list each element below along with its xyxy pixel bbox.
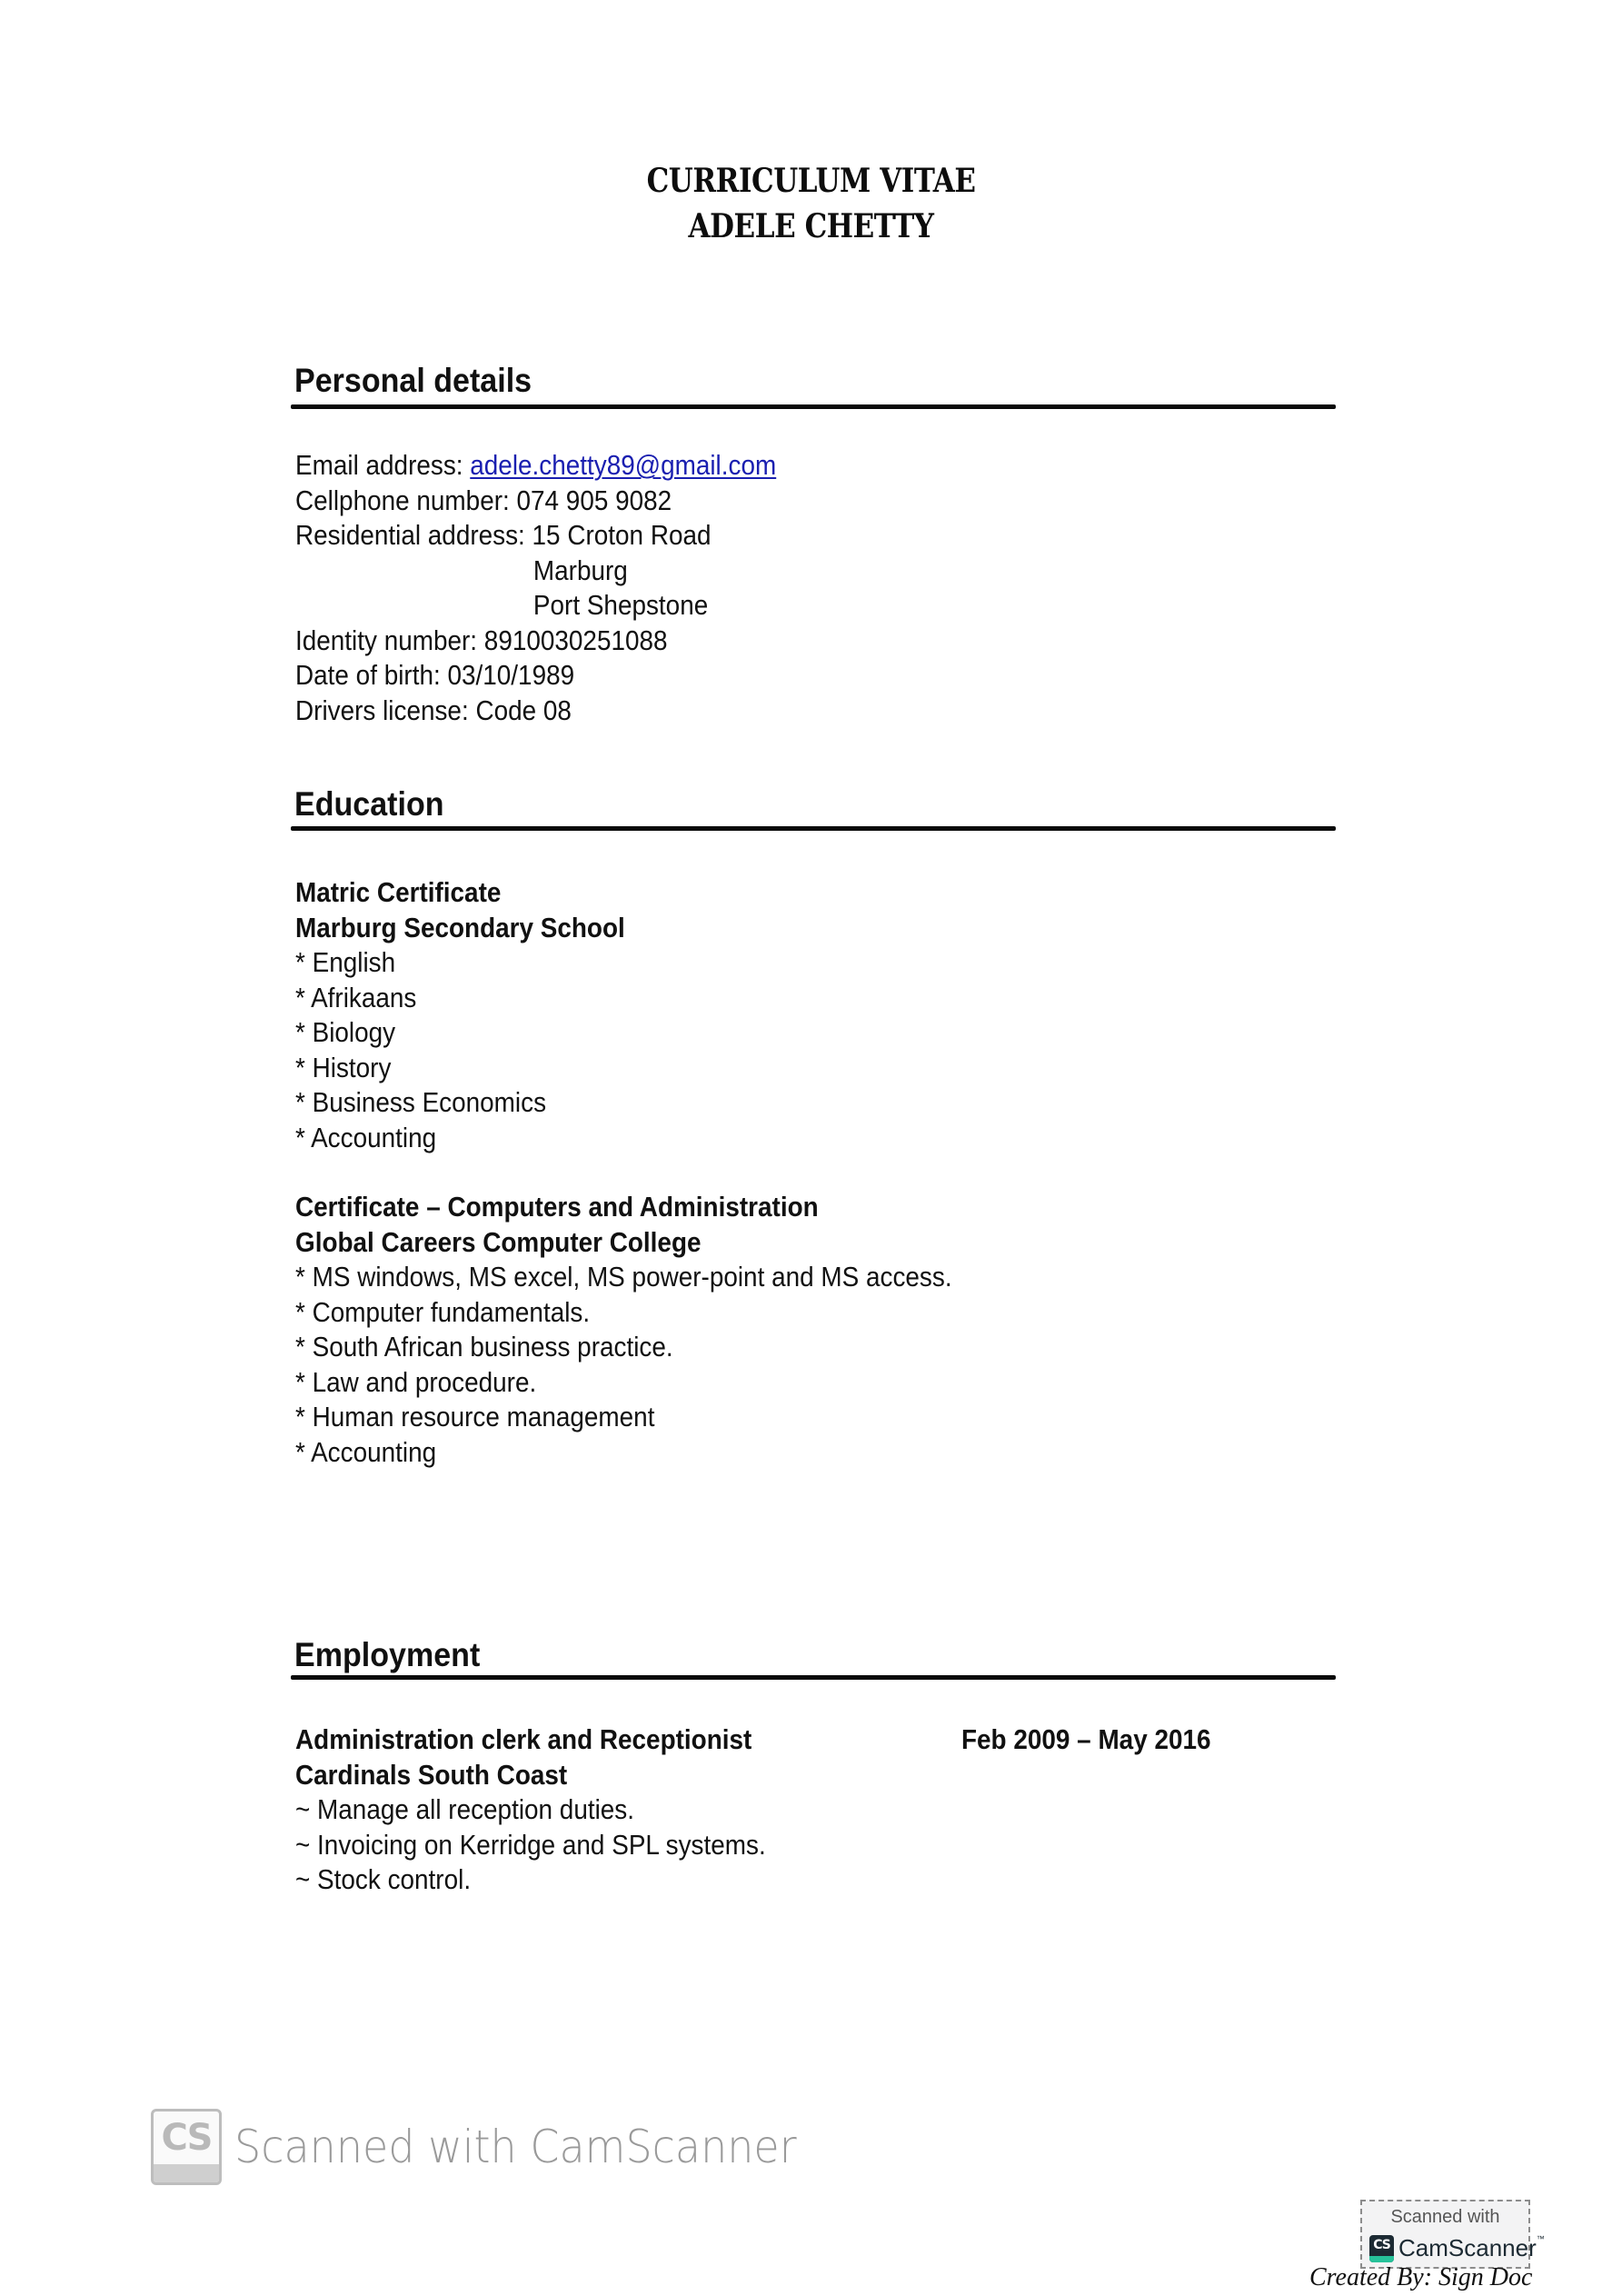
subject-item: * Biology: [295, 1016, 396, 1048]
address-line-3: Port Shepstone: [532, 589, 709, 621]
course-item: * MS windows, MS excel, MS power-point and MS access.: [295, 1261, 952, 1293]
qualification-title: Matric Certificate: [295, 876, 502, 908]
course-item: * Computer fundamentals.: [295, 1295, 591, 1328]
section-heading-education: Education: [294, 785, 444, 823]
education-entry: [295, 875, 625, 1155]
duty-item: ~ Manage all reception duties.: [295, 1793, 635, 1825]
address-line-2: Marburg: [532, 554, 628, 586]
course-item: * Law and procedure.: [295, 1365, 537, 1398]
institution-name: Global Careers Computer College: [295, 1225, 702, 1258]
course-item: * Accounting: [295, 1435, 437, 1468]
subject-item: * History: [295, 1051, 392, 1083]
created-by-label: Created By: Sign Doc: [1309, 2263, 1533, 2291]
dob-row: Date of birth: 03/10/1989: [295, 659, 575, 691]
identity-row: Identity number: 8910030251088: [295, 624, 668, 656]
subject-item: * Accounting: [295, 1121, 437, 1153]
duty-item: ~ Stock control.: [295, 1863, 472, 1895]
camscanner-logo-icon: CS: [151, 2109, 222, 2185]
email-label: Email address:: [295, 449, 471, 481]
subject-item: * Business Economics: [295, 1086, 547, 1118]
section-divider: [291, 1675, 1336, 1680]
email-row: [295, 448, 776, 484]
camscanner-badge: [1360, 2200, 1545, 2269]
badge-brand: CamScanner™: [1398, 2234, 1545, 2261]
email-link[interactable]: adele.chetty89@gmail.com: [470, 449, 777, 481]
education-entry: [295, 1190, 952, 1470]
section-heading-employment: Employment: [294, 1636, 481, 1673]
qualification-title: Certificate – Computers and Administration: [295, 1191, 819, 1223]
camscanner-watermark: [151, 2109, 845, 2185]
personal-details-block: [295, 448, 776, 728]
camscanner-watermark-text: Scanned with CamScanner: [234, 2121, 797, 2173]
section-heading-personal-details: Personal details: [294, 362, 532, 399]
course-item: * Human resource management: [295, 1401, 655, 1433]
company-name: Cardinals South Coast: [295, 1758, 568, 1791]
institution-name: Marburg Secondary School: [295, 911, 625, 943]
document-title: CURRICULUM VITAE: [646, 162, 976, 200]
job-entry: [295, 1722, 766, 1898]
cellphone-row: Cellphone number: 074 905 9082: [295, 484, 672, 516]
job-position: Administration clerk and Receptionist: [295, 1723, 752, 1755]
subject-item: * Afrikaans: [295, 981, 417, 1013]
job-period: Feb 2009 – May 2016: [961, 1723, 1211, 1755]
address-row: Residential address: 15 Croton Road: [295, 519, 711, 551]
duty-item: ~ Invoicing on Kerridge and SPL systems.: [295, 1828, 766, 1861]
applicant-name: ADELE CHETTY: [688, 207, 934, 245]
badge-caption: Scanned with: [1390, 2207, 1500, 2227]
section-divider: [291, 404, 1336, 409]
camscanner-logo-icon: CS: [1369, 2235, 1394, 2262]
license-row: Drivers license: Code 08: [295, 694, 572, 726]
subject-item: * English: [295, 946, 396, 978]
course-item: * South African business practice.: [295, 1331, 673, 1363]
section-divider: [291, 826, 1336, 831]
